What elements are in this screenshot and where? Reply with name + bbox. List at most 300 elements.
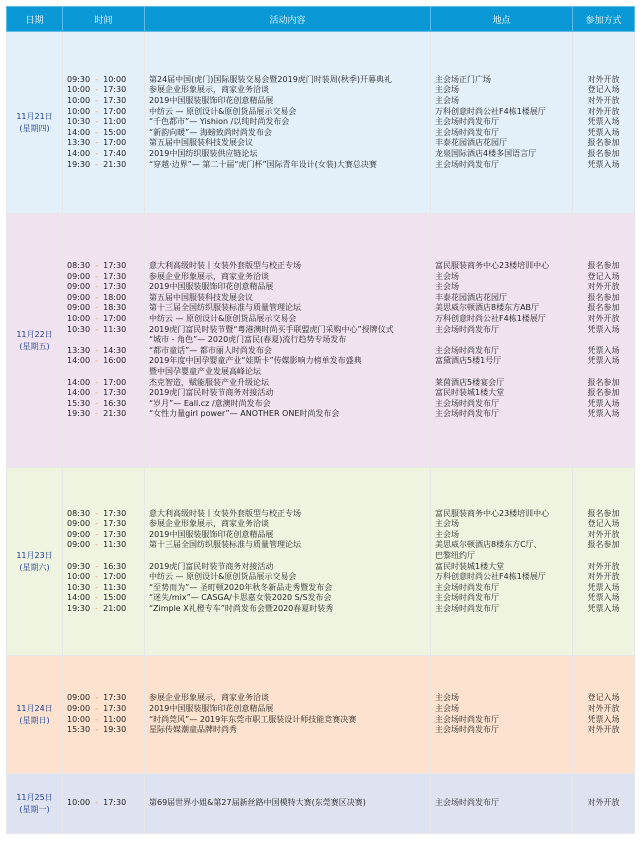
event-location: 主会场时尚发布厅 [435,127,499,137]
day-weekday: (星期四) [19,123,50,133]
event-location: 龙泉国际酒店4楼多国语言厅 [435,148,537,158]
event-attendance: 对外开放 [587,703,620,713]
time-separator: - [90,324,104,334]
time-separator: - [90,85,104,95]
event-time [67,409,144,420]
event-time [67,75,144,86]
time-separator: - [90,282,104,292]
event-end-time: 11:30 [103,324,127,334]
event-end-time: 17:30 [103,85,127,95]
event-title: “女性力量girl power”— ANOTHER ONE时尚发布会 [149,409,340,419]
event-attendance: 对外开放 [587,96,620,106]
event-attendance: 凭票入场 [587,117,620,127]
event-attendance: 凭票入场 [587,159,620,169]
event-location: 美思威尔顿酒店8楼东方C厅、 [435,540,542,550]
event-time [67,562,144,573]
event-time [67,519,144,530]
event-time [67,272,144,283]
event-attendance: 凭票入场 [587,324,620,334]
day-row [7,468,635,656]
event-end-time: 17:00 [103,138,127,148]
event-end-time: 11:30 [103,582,127,592]
event-end-time: 15:00 [103,593,127,603]
event-start-time: 14:00 [67,377,91,387]
event-time [67,85,144,96]
event-title: 2019中国纺织服装供应链论坛 [149,148,258,158]
event-end-time: 16:00 [103,356,127,366]
event-title: 意大利高级时装丨女装外套版型与校正专场 [149,508,301,518]
time-separator: - [90,345,104,355]
event-time [67,346,144,357]
event-location: 万科创意时尚公社F4栋1楼展厅 [435,106,546,116]
event-end-time: 17:30 [103,703,127,713]
event-end-time: 17:00 [103,314,127,324]
header-location: 地点 [431,7,573,32]
event-title [149,551,430,562]
event-time [67,704,144,715]
event-end-time: 14:30 [103,345,127,355]
event-start-time: 10:00 [67,96,91,106]
event-time [67,388,144,399]
event-title: 第十三届全国纺织服装标准与质量管理论坛 [149,303,301,313]
event-time [67,604,144,615]
event-end-time: 17:30 [103,96,127,106]
event-attendance: 对外开放 [587,74,620,84]
event-time [67,693,144,704]
event-time [67,293,144,304]
event-start-time: 10:30 [67,582,91,592]
event-end-time: 17:30 [103,529,127,539]
time-separator: - [90,106,104,116]
event-attendance: 对外开放 [587,572,620,582]
event-title: 2019虎门富民时装节商务对接活动 [149,388,274,398]
day-date: 11月25日 [16,792,53,802]
header-content: 活动内容 [145,7,431,32]
schedule-body [7,32,635,834]
day-row [7,32,635,214]
event-location: 主会场时尚发布厅 [435,714,499,724]
time-separator: - [90,148,104,158]
event-title: “岁月”— Eall.cz /意澳时尚发布会 [149,398,271,408]
day-date: 11月22日 [16,329,53,339]
event-title: 杰克智造，赋能服装产业升级论坛 [149,377,269,387]
time-separator: - [90,540,104,550]
event-title: 参展企业形象展示，商家业务洽谈 [149,519,269,529]
event-time [67,138,144,149]
event-title: 2019虎门富民时装节暨“粤港澳时尚买手联盟虎门采购中心”授牌仪式 [149,324,394,334]
event-time [67,551,144,562]
event-attendance: 登记入场 [587,693,620,703]
event-start-time: 10:00 [67,314,91,324]
location-cell [431,214,573,468]
event-attendance: 凭票入场 [587,398,620,408]
event-title: “穿越·边界”— 第二十届“虎门杯”国际青年设计(女装)大赛总决赛 [149,159,377,169]
event-start-time: 08:30 [67,261,91,271]
day-weekday: (星期五) [19,341,50,351]
time-separator: - [90,356,104,366]
attendance-cell [573,774,635,834]
event-title: 2019中国服装服饰印花创意精品展 [149,703,274,713]
event-attendance: 报名参加 [587,261,620,271]
event-title: 参展企业形象展示，商家业务洽谈 [149,85,269,95]
location-cell [431,468,573,656]
time-separator: - [90,693,104,703]
event-location: 主会场时尚发布厅 [435,725,499,735]
event-time [67,303,144,314]
event-location: 主会场时尚发布厅 [435,409,499,419]
time-separator: - [90,377,104,387]
event-time [67,314,144,325]
event-attendance: 报名参加 [587,377,620,387]
event-end-time: 11:00 [103,117,127,127]
event-title: “至势而为”— 圣町顿2020年秋冬新品走秀暨发布会 [149,582,333,592]
day-weekday: (星期日) [19,715,50,725]
event-end-time: 21:30 [103,159,127,169]
event-attendance: 凭票入场 [587,345,620,355]
event-title: “都市童话”— 都市丽人时尚发布会 [149,345,272,355]
event-time [67,378,144,389]
event-title: 第24届中国(虎门)国际服装交易会暨2019虎门时装周(秋季)开幕典礼 [149,74,393,84]
attendance-cell [573,32,635,214]
event-end-time: 17:30 [103,261,127,271]
event-start-time: 09:00 [67,540,91,550]
event-start-time: 09:00 [67,282,91,292]
event-time [67,117,144,128]
event-time [67,335,144,346]
event-end-time: 18:00 [103,292,127,302]
event-location: 丰泰花园酒店花园厅 [435,292,507,302]
content-cell [145,774,431,834]
event-start-time: 15:30 [67,398,91,408]
event-start-time: 09:00 [67,519,91,529]
event-attendance: 凭票入场 [587,603,620,613]
event-start-time: 09:00 [67,271,91,281]
time-separator: - [90,519,104,529]
event-attendance: 凭票入场 [587,714,620,724]
event-title: “新韵向暖”— 海螃致尚时尚发布会 [149,127,272,137]
time-separator: - [90,96,104,106]
event-attendance: 报名参加 [587,388,620,398]
event-title: “时尚莞风”— 2019年东莞市职工服装设计师技能竞赛决赛 [149,714,357,724]
event-location: 富黛酒店5楼1号厅 [435,356,502,366]
header-row [7,7,635,32]
day-date: 11月24日 [16,703,53,713]
event-location: 富民时装城1楼大堂 [435,388,505,398]
time-separator: - [90,603,104,613]
event-attendance: 凭票入场 [587,356,620,366]
event-end-time: 21:00 [103,603,127,613]
event-time [67,593,144,604]
event-start-time: 14:00 [67,356,91,366]
event-time [67,798,144,809]
event-attendance [573,367,634,378]
day-weekday: (星期六) [19,562,50,572]
event-end-time: 17:30 [103,271,127,281]
event-title: “Zimple X礼橙专车”时尚发布会暨2020春夏时装秀 [149,603,334,613]
time-separator: - [90,388,104,398]
event-attendance: 对外开放 [587,106,620,116]
location-cell [431,774,573,834]
event-end-time: 21:30 [103,409,127,419]
header-time: 时间 [63,7,145,32]
time-separator: - [90,409,104,419]
event-location: 主会场时尚发布厅 [435,117,499,127]
event-end-time: 11:30 [103,540,127,550]
event-start-time: 09:00 [67,303,91,313]
day-date: 11月21日 [16,111,53,121]
event-start-time: 14:00 [67,388,91,398]
event-start-time: 14:00 [67,593,91,603]
event-attendance: 对外开放 [587,798,620,808]
day-date: 11月23日 [16,550,53,560]
event-time [67,282,144,293]
event-start-time: 10:00 [67,714,91,724]
event-time [67,715,144,726]
event-title: 第69届世界小姐&第27届新丝路中国模特大赛(东莞赛区决赛) [149,798,366,808]
event-title: 第十三届全国纺织服装标准与质量管理论坛 [149,540,301,550]
event-attendance: 报名参加 [587,540,620,550]
event-start-time: 10:00 [67,106,91,116]
event-end-time: 10:00 [103,74,127,84]
event-end-time: 16:30 [103,398,127,408]
event-attendance: 对外开放 [587,282,620,292]
event-title: 意大利高级时装丨女装外套版型与校正专场 [149,261,301,271]
event-title: 参展企业形象展示，商家业务洽谈 [149,271,269,281]
event-attendance: 登记入场 [587,85,620,95]
event-location: 巴黎纽约厅 [435,550,475,560]
event-attendance: 对外开放 [587,561,620,571]
event-end-time: 17:30 [103,798,127,808]
event-end-time: 17:00 [103,106,127,116]
event-start-time: 09:00 [67,292,91,302]
attendance-cell [573,656,635,774]
time-separator: - [90,398,104,408]
event-attendance: 登记入场 [587,271,620,281]
event-location: 主会场时尚发布厅 [435,345,499,355]
time-separator: - [90,714,104,724]
event-title: 第五届中国服装科技发展会议 [149,138,253,148]
event-start-time: 15:30 [67,725,91,735]
event-start-time: 19:30 [67,159,91,169]
event-end-time: 17:30 [103,693,127,703]
event-title: 2019中国服装服饰印花创意精品展 [149,529,274,539]
day-row [7,774,635,834]
event-end-time: 18:30 [103,303,127,313]
day-row [7,656,635,774]
event-attendance: 登记入场 [587,519,620,529]
event-end-time: 17:00 [103,377,127,387]
event-attendance: 凭票入场 [587,409,620,419]
event-title: 中纺云 — 原创设计&原创货品展示交易会 [149,314,297,324]
event-title: “城市 - 角色”— 2020虎门富民(春夏)流行趋势专场发布 [149,335,347,345]
event-title: 2019年度中国孕婴童产业“娃斯卡”传媒影响力榜单发布盛典 [149,356,362,366]
event-time [67,96,144,107]
event-attendance [573,335,634,346]
event-start-time: 10:00 [67,85,91,95]
content-cell [145,214,431,468]
event-attendance: 凭票入场 [587,582,620,592]
event-location [435,367,572,378]
event-time [67,160,144,171]
event-attendance: 报名参加 [587,303,620,313]
event-start-time: 19:30 [67,603,91,613]
event-location: 主会场 [435,519,459,529]
attendance-cell [573,468,635,656]
time-separator: - [90,159,104,169]
event-start-time: 09:00 [67,529,91,539]
time-cell [63,656,145,774]
day-date-cell [7,214,63,468]
time-separator: - [90,261,104,271]
content-cell [145,468,431,656]
schedule-table [6,6,635,834]
event-time [67,725,144,736]
event-time [67,149,144,160]
time-cell [63,774,145,834]
event-title: “迷失/mix”— CASGA/卡思嘉女装2020 S/S发布会 [149,593,332,603]
time-separator: - [90,138,104,148]
event-location: 万科创意时尚公社F4栋1楼展厅 [435,314,546,324]
event-time [67,530,144,541]
event-start-time: 08:30 [67,508,91,518]
time-separator: - [90,725,104,735]
event-location: 主会场 [435,703,459,713]
day-date-cell [7,32,63,214]
time-separator: - [90,292,104,302]
event-start-time: 09:30 [67,74,91,84]
day-date-cell [7,774,63,834]
event-start-time: 10:30 [67,324,91,334]
event-location: 美思威尔顿酒店8楼东方AB厅 [435,303,540,313]
event-time [67,399,144,410]
time-cell [63,214,145,468]
time-separator: - [90,314,104,324]
event-location: 万科创意时尚公社F4栋1楼展厅 [435,572,546,582]
day-date-cell [7,656,63,774]
event-time [67,367,144,378]
event-location: 主会场 [435,96,459,106]
header-attendance: 参加方式 [573,7,635,32]
event-start-time: 10:30 [67,117,91,127]
event-end-time: 17:30 [103,282,127,292]
event-time [67,325,144,336]
event-start-time: 10:00 [67,798,91,808]
day-date-cell [7,468,63,656]
event-title: 中纺云 — 原创设计&原创货品展示交易会 [149,106,297,116]
time-separator: - [90,798,104,808]
event-start-time: 14:00 [67,127,91,137]
event-time [67,583,144,594]
event-attendance: 报名参加 [587,292,620,302]
event-end-time: 19:30 [103,725,127,735]
time-separator: - [90,74,104,84]
event-location: 主会场时尚发布厅 [435,603,499,613]
time-separator: - [90,593,104,603]
content-cell [145,656,431,774]
location-cell [431,656,573,774]
event-location: 主会场时尚发布厅 [435,324,499,334]
event-end-time: 17:00 [103,572,127,582]
location-cell [431,32,573,214]
time-separator: - [90,117,104,127]
time-separator: - [90,271,104,281]
event-attendance: 对外开放 [587,725,620,735]
event-end-time: 17:30 [103,519,127,529]
time-separator: - [90,572,104,582]
event-start-time: 19:30 [67,409,91,419]
content-cell [145,32,431,214]
event-start-time: 09:00 [67,693,91,703]
event-start-time: 13:30 [67,345,91,355]
event-start-time: 10:00 [67,572,91,582]
time-cell [63,468,145,656]
time-cell [63,32,145,214]
event-time [67,572,144,583]
event-attendance [573,551,634,562]
time-separator: - [90,703,104,713]
event-attendance: 报名参加 [587,148,620,158]
event-title: 参展企业形象展示，商家业务洽谈 [149,693,269,703]
event-attendance: 报名参加 [587,508,620,518]
event-attendance: 对外开放 [587,529,620,539]
event-title: “千色都市”— Yishion /以纯时尚发布会 [149,117,290,127]
event-location: 主会场时尚发布厅 [435,398,499,408]
event-location: 主会场时尚发布厅 [435,593,499,603]
event-title: 暨中国孕婴童产业发展高峰论坛 [149,366,261,376]
event-time [67,128,144,139]
event-attendance: 凭票入场 [587,593,620,603]
event-title: 中纺云 — 原创设计&原创货品展示交易会 [149,572,297,582]
event-title: 星际传媒潮童品牌时尚秀 [149,725,237,735]
event-time [67,540,144,551]
event-time [67,356,144,367]
event-location: 富民服装商务中心23楼培训中心 [435,508,550,518]
event-time [67,107,144,118]
event-end-time: 16:30 [103,561,127,571]
event-location: 主会场正门广场 [435,74,491,84]
day-weekday: (星期一) [19,804,50,814]
event-location: 丰泰花园酒店花园厅 [435,138,507,148]
header-date: 日期 [7,7,63,32]
time-separator: - [90,561,104,571]
attendance-cell [573,214,635,468]
event-time [67,509,144,520]
event-attendance: 报名参加 [587,138,620,148]
time-separator: - [90,303,104,313]
event-location: 主会场 [435,693,459,703]
event-start-time: 09:30 [67,561,91,571]
event-location: 主会场 [435,282,459,292]
time-separator: - [90,529,104,539]
event-attendance: 凭票入场 [587,127,620,137]
event-location: 主会场 [435,529,459,539]
event-time [67,261,144,272]
event-location: 富民时装城1楼大堂 [435,561,505,571]
event-title: 2019中国服装服饰印花创意精品展 [149,282,274,292]
event-end-time: 15:00 [103,127,127,137]
event-location: 主会场时尚发布厅 [435,159,499,169]
event-location: 富民服装商务中心23楼培训中心 [435,261,550,271]
event-title: 2019中国服装服饰印花创意精品展 [149,96,274,106]
event-location: 主会场 [435,85,459,95]
event-location: 莱茵酒店5楼宴会厅 [435,377,505,387]
event-attendance: 对外开放 [587,314,620,324]
event-location: 主会场时尚发布厅 [435,582,499,592]
event-end-time: 17:30 [103,508,127,518]
event-start-time: 09:00 [67,703,91,713]
time-separator: - [90,508,104,518]
time-separator: - [90,127,104,137]
